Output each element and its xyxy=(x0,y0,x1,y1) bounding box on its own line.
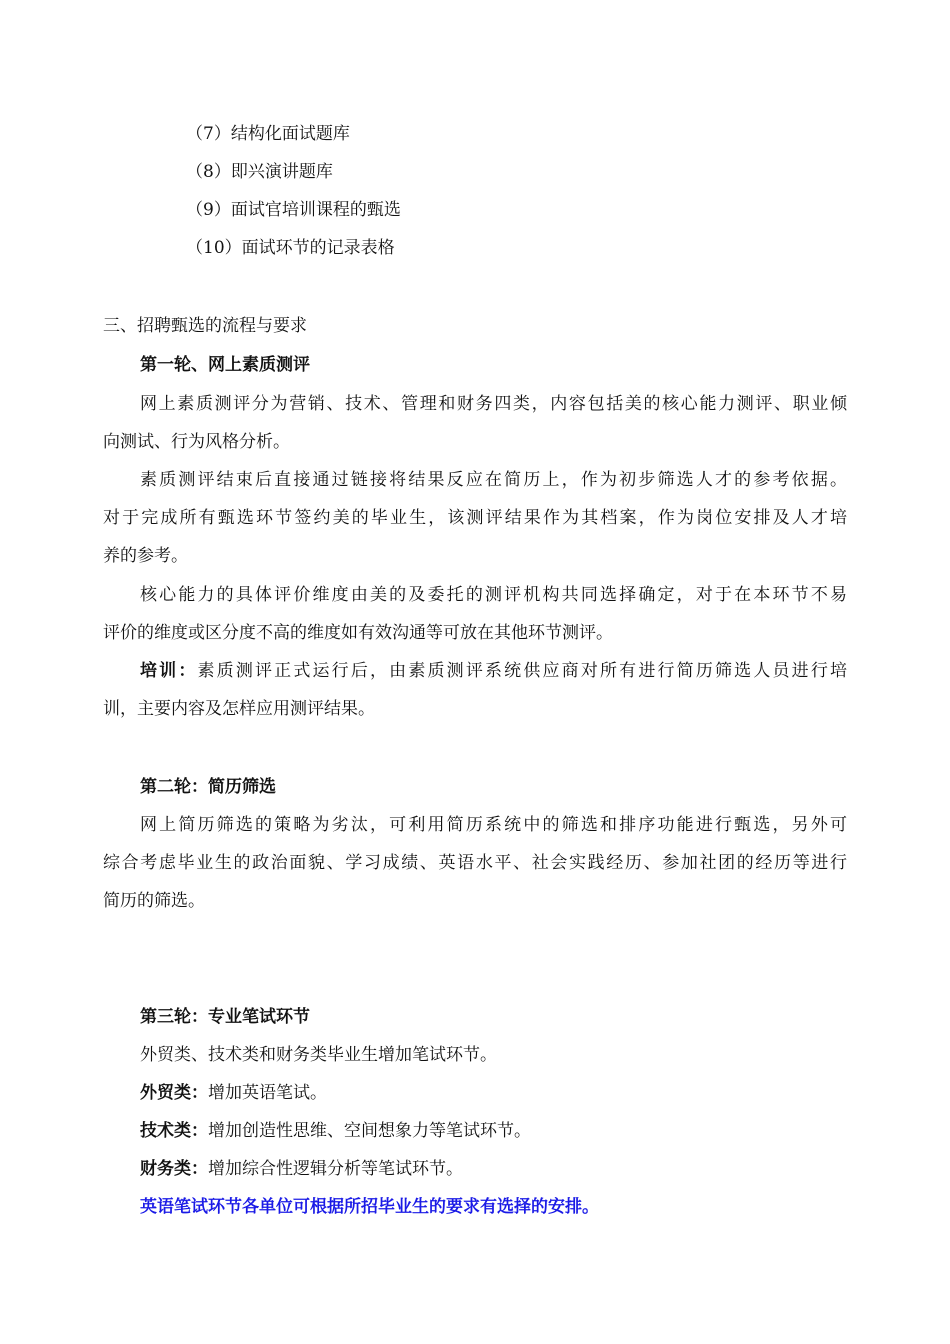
round3-note: 英语笔试环节各单位可根据所招毕业生的要求有选择的安排。 xyxy=(140,1197,599,1217)
list-item-9: （9）面试官培训课程的甄选 xyxy=(186,200,401,220)
round2-title: 第二轮：简历筛选 xyxy=(140,777,276,797)
round2-p1-line3: 简历的筛选。 xyxy=(103,891,205,911)
round3-foreign xyxy=(140,1082,327,1104)
finance-label: 财务类： xyxy=(140,1159,208,1179)
round3-tech xyxy=(140,1120,531,1142)
list-item-8: （8）即兴演讲题库 xyxy=(186,162,333,182)
round2-p1-line2: 综合考虑毕业生的政治面貌、学习成绩、英语水平、社会实践经历、参加社团的经历等进行 xyxy=(103,853,847,873)
round3-title: 第三轮：专业笔试环节 xyxy=(140,1007,310,1027)
round1-p1-line1: 网上素质测评分为营销、技术、管理和财务四类，内容包括美的核心能力测评、职业倾 xyxy=(140,394,847,414)
round1-p2-line1: 素质测评结束后直接通过链接将结果反应在简历上，作为初步筛选人才的参考依据。 xyxy=(140,470,847,490)
round1-title: 第一轮、网上素质测评 xyxy=(140,355,310,375)
round1-training-line1 xyxy=(140,660,847,682)
foreign-label: 外贸类： xyxy=(140,1083,208,1103)
section-heading: 三、招聘甄选的流程与要求 xyxy=(103,316,307,336)
training-label: 培训： xyxy=(140,661,198,681)
tech-label: 技术类： xyxy=(140,1121,208,1141)
foreign-text: 增加英语笔试。 xyxy=(208,1083,327,1103)
round2-p1-line1: 网上简历筛选的策略为劣汰，可利用简历系统中的筛选和排序功能进行甄选，另外可 xyxy=(140,815,847,835)
round1-p3-line2: 评价的维度或区分度不高的维度如有效沟通等可放在其他环节测评。 xyxy=(103,623,613,643)
tech-text: 增加创造性思维、空间想象力等笔试环节。 xyxy=(208,1121,531,1141)
round3-intro: 外贸类、技术类和财务类毕业生增加笔试环节。 xyxy=(140,1045,497,1065)
list-item-10: （10）面试环节的记录表格 xyxy=(186,238,395,258)
round1-p2-line3: 养的参考。 xyxy=(103,546,188,566)
round1-p1-line2: 向测试、行为风格分析。 xyxy=(103,432,290,452)
round3-finance xyxy=(140,1158,463,1180)
training-text: 素质测评正式运行后，由素质测评系统供应商对所有进行简历筛选人员进行培 xyxy=(197,661,847,681)
round1-p3-line1: 核心能力的具体评价维度由美的及委托的测评机构共同选择确定，对于在本环节不易 xyxy=(140,585,847,605)
round1-p2-line2: 对于完成所有甄选环节签约美的毕业生，该测评结果作为其档案，作为岗位安排及人才培 xyxy=(103,508,847,528)
round1-training-line2: 训，主要内容及怎样应用测评结果。 xyxy=(103,699,375,719)
finance-text: 增加综合性逻辑分析等笔试环节。 xyxy=(208,1159,463,1179)
list-item-7: （7）结构化面试题库 xyxy=(186,124,350,144)
